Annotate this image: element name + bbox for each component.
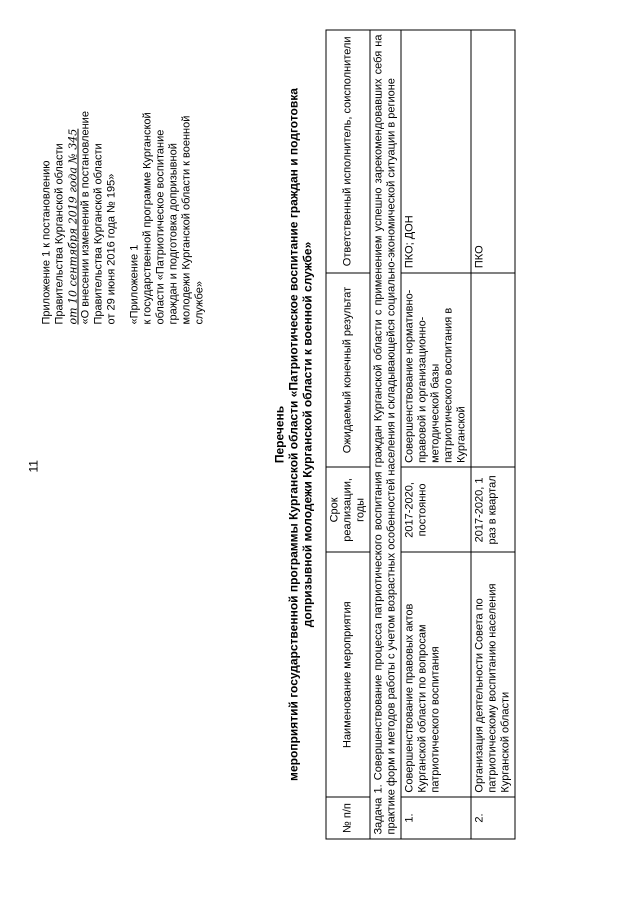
appendix-line: Приложение 1 к постановлению — [40, 160, 53, 325]
document-title — [273, 45, 315, 825]
appendix-reference — [41, 25, 207, 325]
task-cell: Задача 1. Совершенствование процесса патриотического воспитания граждан Курганской области с применением успешно зарекомендовавших себя на практике форм и методов работы с учетом возрастных особенностей населения и складывающейся социально-экономической ситуации в регионе — [370, 30, 401, 839]
measure-result: Совершенствование нормативно-правовой и организационно-методической базы патриотического воспитания в Курганской — [401, 273, 471, 468]
column-header: Срок реализации, годы — [326, 467, 370, 552]
row-number: 1. — [401, 797, 471, 839]
table-row — [401, 30, 471, 839]
appendix-line: «Приложение 1 — [128, 244, 141, 325]
page-number: 11 — [26, 460, 41, 473]
title-line: допризывной молодежи Курганской области к военной службе» — [300, 241, 315, 628]
title-line: мероприятий государственной программы Курганской области «Патриотическое воспитание граждан и подготовка — [286, 88, 301, 781]
appendix-line: области «Патриотическое воспитание — [154, 129, 167, 325]
table-header-row — [326, 30, 370, 839]
column-header: Ожидаемый конечный результат — [326, 273, 370, 468]
task-row — [370, 30, 401, 839]
measure-name: Организация деятельности Совета по патриотическому воспитанию населения Курганской области — [471, 552, 515, 797]
measure-term: 2017-2020, 1 раз в квартал — [471, 467, 515, 552]
appendix-line: к государственной программе Курганской — [141, 112, 154, 325]
measure-result — [471, 273, 515, 468]
appendix-line: «О внесении изменений в постановление — [79, 111, 92, 325]
appendix-line: Правительства Курганской области — [92, 143, 105, 325]
appendix-line: от 29 июня 2016 года № 195» — [105, 173, 118, 325]
column-header: № п/п — [326, 797, 370, 839]
appendix-line: Правительства Курганской области — [53, 143, 66, 325]
title-line: Перечень — [272, 405, 287, 464]
measures-table — [326, 30, 516, 840]
appendix-date-line: от 10 сентября 2019 года № 345 — [66, 128, 80, 325]
measure-term: 2017-2020, постоянно — [401, 467, 471, 552]
appendix-line: молодежи Курганской области к военной — [180, 115, 193, 325]
measure-executor: ПКО; ДОН — [401, 30, 471, 273]
measure-name: Совершенствование правовых актов Курганской области по вопросам патриотического воспитания — [401, 552, 471, 797]
appendix-line: службе» — [193, 281, 206, 325]
row-number: 2. — [471, 797, 515, 839]
appendix-line: граждан и подготовка допризывной — [167, 143, 180, 325]
column-header: Наименование мероприятия — [326, 552, 370, 797]
rotated-scan-content — [1, 0, 640, 905]
column-header: Ответственный исполнитель, соисполнители — [326, 30, 370, 273]
measure-executor: ПКО — [471, 30, 515, 273]
table-row — [471, 30, 515, 839]
